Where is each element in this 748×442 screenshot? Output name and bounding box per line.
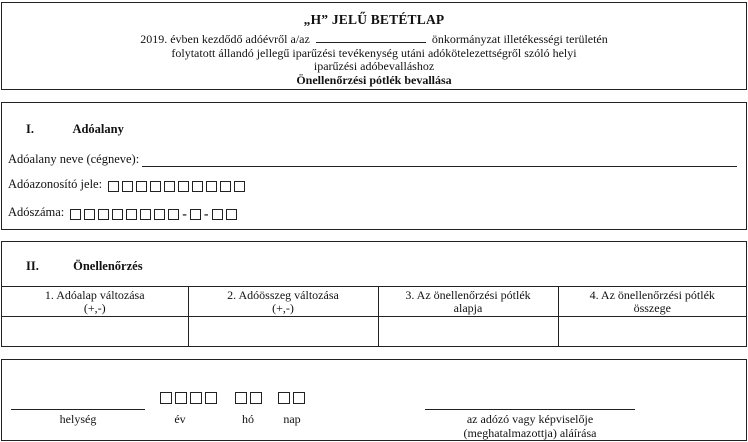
separator-dash: - [203, 207, 209, 222]
form-description-line2: folytatott állandó jellegű iparűzési tevékenység utáni adókötelezettségről szóló helyi [171, 45, 577, 60]
table-row [2, 317, 746, 347]
tax-id-cell[interactable] [178, 181, 189, 192]
tax-id-cell[interactable] [206, 181, 217, 192]
tax-number-cell[interactable] [98, 209, 109, 220]
line1-suffix: önkormányzat illetékességi területén [431, 32, 608, 46]
tax-id-cell[interactable] [192, 181, 203, 192]
year-label: év [174, 412, 186, 426]
tax-number-cell[interactable] [140, 209, 151, 220]
signature-field[interactable] [425, 409, 635, 410]
day-cells[interactable] [278, 392, 308, 404]
taxpayer-name-label: Adóalany neve (cégneve): [8, 152, 140, 166]
signer-label-line2: (meghatalmazottja) aláírása [463, 425, 597, 440]
section2-number: II. [26, 259, 39, 273]
tax-number-cell[interactable] [84, 209, 95, 220]
year-cell[interactable] [160, 392, 172, 404]
column-header-surcharge-amount: 4. Az önellenőrzési pótlék összege [558, 287, 746, 317]
surcharge-amount-field[interactable] [558, 317, 746, 347]
year-cell[interactable] [190, 392, 202, 404]
tax-number-cell[interactable] [212, 209, 223, 220]
form-description-line1 [2, 33, 746, 47]
form-title: „H” JELŰ BETÉTLAP [303, 12, 445, 27]
year-cell[interactable] [205, 392, 217, 404]
year-cell[interactable] [175, 392, 187, 404]
municipality-field[interactable] [316, 33, 426, 43]
form-header [1, 2, 747, 90]
self-revision-table [2, 286, 746, 347]
tax-number-cell[interactable] [168, 209, 179, 220]
month-cells[interactable] [235, 392, 265, 404]
month-label: hó [242, 412, 254, 426]
tax-id-cells[interactable] [108, 181, 248, 192]
separator-dash: - [182, 207, 187, 222]
section-signature [1, 359, 747, 441]
base-change-field[interactable] [2, 317, 188, 347]
tax-id-cell[interactable] [136, 181, 147, 192]
day-label: nap [283, 412, 301, 426]
column-header-base-change: 1. Adóalap változása (+,-) [2, 287, 188, 317]
place-label: helység [59, 412, 97, 426]
tax-change-field[interactable] [188, 317, 378, 347]
tax-id-cell[interactable] [150, 181, 161, 192]
section1-number: I. [26, 122, 34, 136]
tax-number-cell[interactable] [70, 209, 81, 220]
tax-number-cell[interactable] [226, 209, 237, 220]
section2-heading [26, 259, 143, 274]
form-description-line3: iparűzési adóbevalláshoz [313, 59, 435, 73]
tax-id-cell[interactable] [234, 181, 245, 192]
place-field[interactable] [11, 409, 145, 410]
tax-id-cell[interactable] [122, 181, 133, 192]
section-self-revision [1, 241, 747, 347]
tax-number-label: Adószáma: [8, 205, 65, 219]
tax-number-cell[interactable] [126, 209, 137, 220]
section2-title: Önellenőrzés [73, 259, 143, 273]
day-cell[interactable] [293, 392, 305, 404]
section-taxpayer [1, 102, 747, 230]
tax-number-cell[interactable] [112, 209, 123, 220]
tax-number-row [8, 205, 240, 220]
section1-heading [26, 122, 124, 137]
column-header-surcharge-base: 3. Az önellenőrzési pótlék alapja [378, 287, 558, 317]
day-cell[interactable] [278, 392, 290, 404]
tax-id-label: Adóazonosító jele: [8, 177, 103, 191]
column-header-tax-change: 2. Adóösszeg változása (+,-) [188, 287, 378, 317]
signer-label-line1: az adózó vagy képviselője [466, 412, 594, 426]
line1-prefix: 2019. évben kezdődő adóévről a/az [140, 32, 310, 46]
taxpayer-name-field[interactable] [142, 156, 737, 167]
tax-number-cell[interactable] [154, 209, 165, 220]
month-cell[interactable] [250, 392, 262, 404]
tax-id-cell[interactable] [220, 181, 231, 192]
tax-number-cell[interactable] [190, 209, 201, 220]
table-header-row [2, 287, 746, 317]
tax-id-cell[interactable] [164, 181, 175, 192]
year-cells[interactable] [160, 392, 220, 404]
section1-title: Adóalany [72, 122, 124, 136]
form-subtitle: Önellenőrzési pótlék bevallása [296, 72, 452, 87]
tax-id-row [8, 177, 248, 192]
month-cell[interactable] [235, 392, 247, 404]
surcharge-base-field[interactable] [378, 317, 558, 347]
signer-label [425, 413, 635, 440]
tax-id-cell[interactable] [108, 181, 119, 192]
taxpayer-name-row [8, 152, 737, 167]
tax-number-cells[interactable] [70, 209, 239, 220]
